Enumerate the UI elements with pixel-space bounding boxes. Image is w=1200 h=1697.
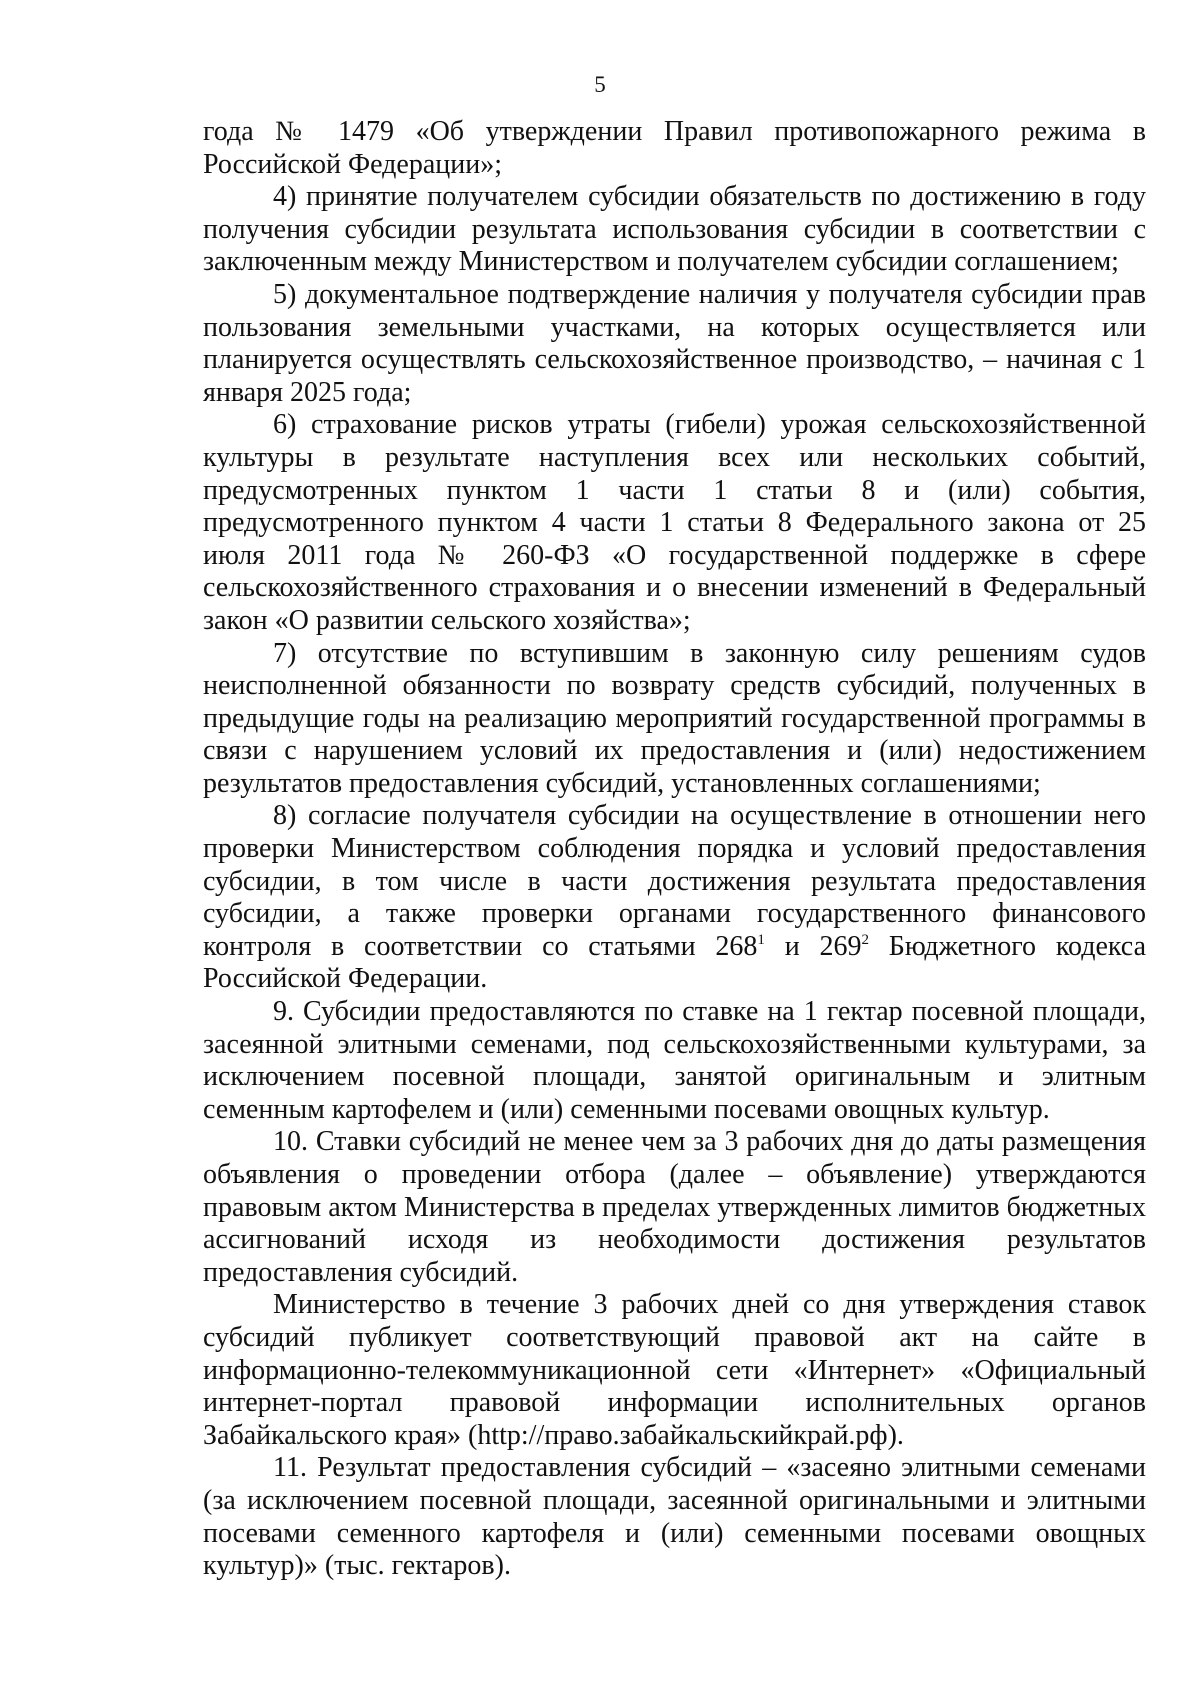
paragraph-continuation: года № 1479 «Об утверждении Правил противопожарного режима в Российской Федерации»; (203, 116, 1146, 180)
paragraph-item-8-text-middle: и 269 (764, 930, 862, 962)
paragraph-item-4: 4) принятие получателем субсидии обязательств по достижению в году получения субсидии результата использования субсидии в соответствии с заключенным между Министерством и получателем субсидии соглашением; (203, 181, 1146, 278)
paragraph-item-8 (203, 800, 1146, 996)
paragraph-item-8-text-after: Бюджетного кодекса Российской Федерации. (203, 930, 1146, 995)
paragraph-ministry-publication: Министерство в течение 3 рабочих дней со дня утверждения ставок субсидий публикует соответствующий правовой акт на сайте в информационно-телекоммуникационной сети «Интернет» «Официальный интернет-портал правовой информации исполнительных органов Забайкальского края» (http://право.забайкальскийкрай.рф). (203, 1289, 1146, 1451)
page-number: 5 (594, 72, 606, 97)
paragraph-section-9: 9. Субсидии предоставляются по ставке на 1 гектар посевной площади, засеянной элитными семенами, под сельскохозяйственными культурами, за исключением посевной площади, занятой оригинальным и элитным семенным картофелем и (или) семенными посевами овощных культур. (203, 996, 1146, 1125)
paragraph-item-6: 6) страхование рисков утраты (гибели) урожая сельскохозяйственной культуры в результате наступления всех или нескольких событий, предусмотренных пунктом 1 части 1 статьи 8 и (или) события, предусмотренного пунктом 4 части 1 статьи 8 Федерального закона от 25 июля 2011 года № 260-ФЗ «О государственной поддержке в сфере сельскохозяйственного страхования и о внесении изменений в Федеральный закон «О развитии сельского хозяйства»; (203, 409, 1146, 636)
document-body (203, 116, 1146, 1583)
superscript-2: 2 (861, 931, 869, 948)
paragraph-item-8-text-before: 8) согласие получателя субсидии на осуществление в отношении него проверки Министерством соблюдения порядка и условий предоставления субсидии, в том числе в части достижения результата предоставления субсидии, а также проверки органами государственного финансового контроля в соответствии со статьями 268 (203, 800, 1146, 962)
paragraph-section-11: 11. Результат предоставления субсидий – «засеяно элитными семенами (за исключением посевной площади, засеянной оригинальными и элитными посевами семенного картофеля и (или) семенными посевами овощных культур)» (тыс. гектаров). (203, 1452, 1146, 1582)
superscript-1: 1 (757, 931, 765, 948)
paragraph-item-7: 7) отсутствие по вступившим в законную силу решениям судов неисполненной обязанности по возврату средств субсидий, полученных в предыдущие годы на реализацию мероприятий государственной программы в связи с нарушением условий их предоставления и (или) недостижением результатов предоставления субсидий, установленных соглашениями; (203, 637, 1146, 799)
paragraph-section-10: 10. Ставки субсидий не менее чем за 3 рабочих дня до даты размещения объявления о проведении отбора (далее – объявление) утверждаются правовым актом Министерства в пределах утвержденных лимитов бюджетных ассигнований исходя из необходимости достижения результатов предоставления субсидий. (203, 1126, 1146, 1288)
paragraph-item-5: 5) документальное подтверждение наличия у получателя субсидии прав пользования земельными участками, на которых осуществляется или планируется осуществлять сельскохозяйственное производство, – начиная с 1 января 2025 года; (203, 278, 1146, 408)
